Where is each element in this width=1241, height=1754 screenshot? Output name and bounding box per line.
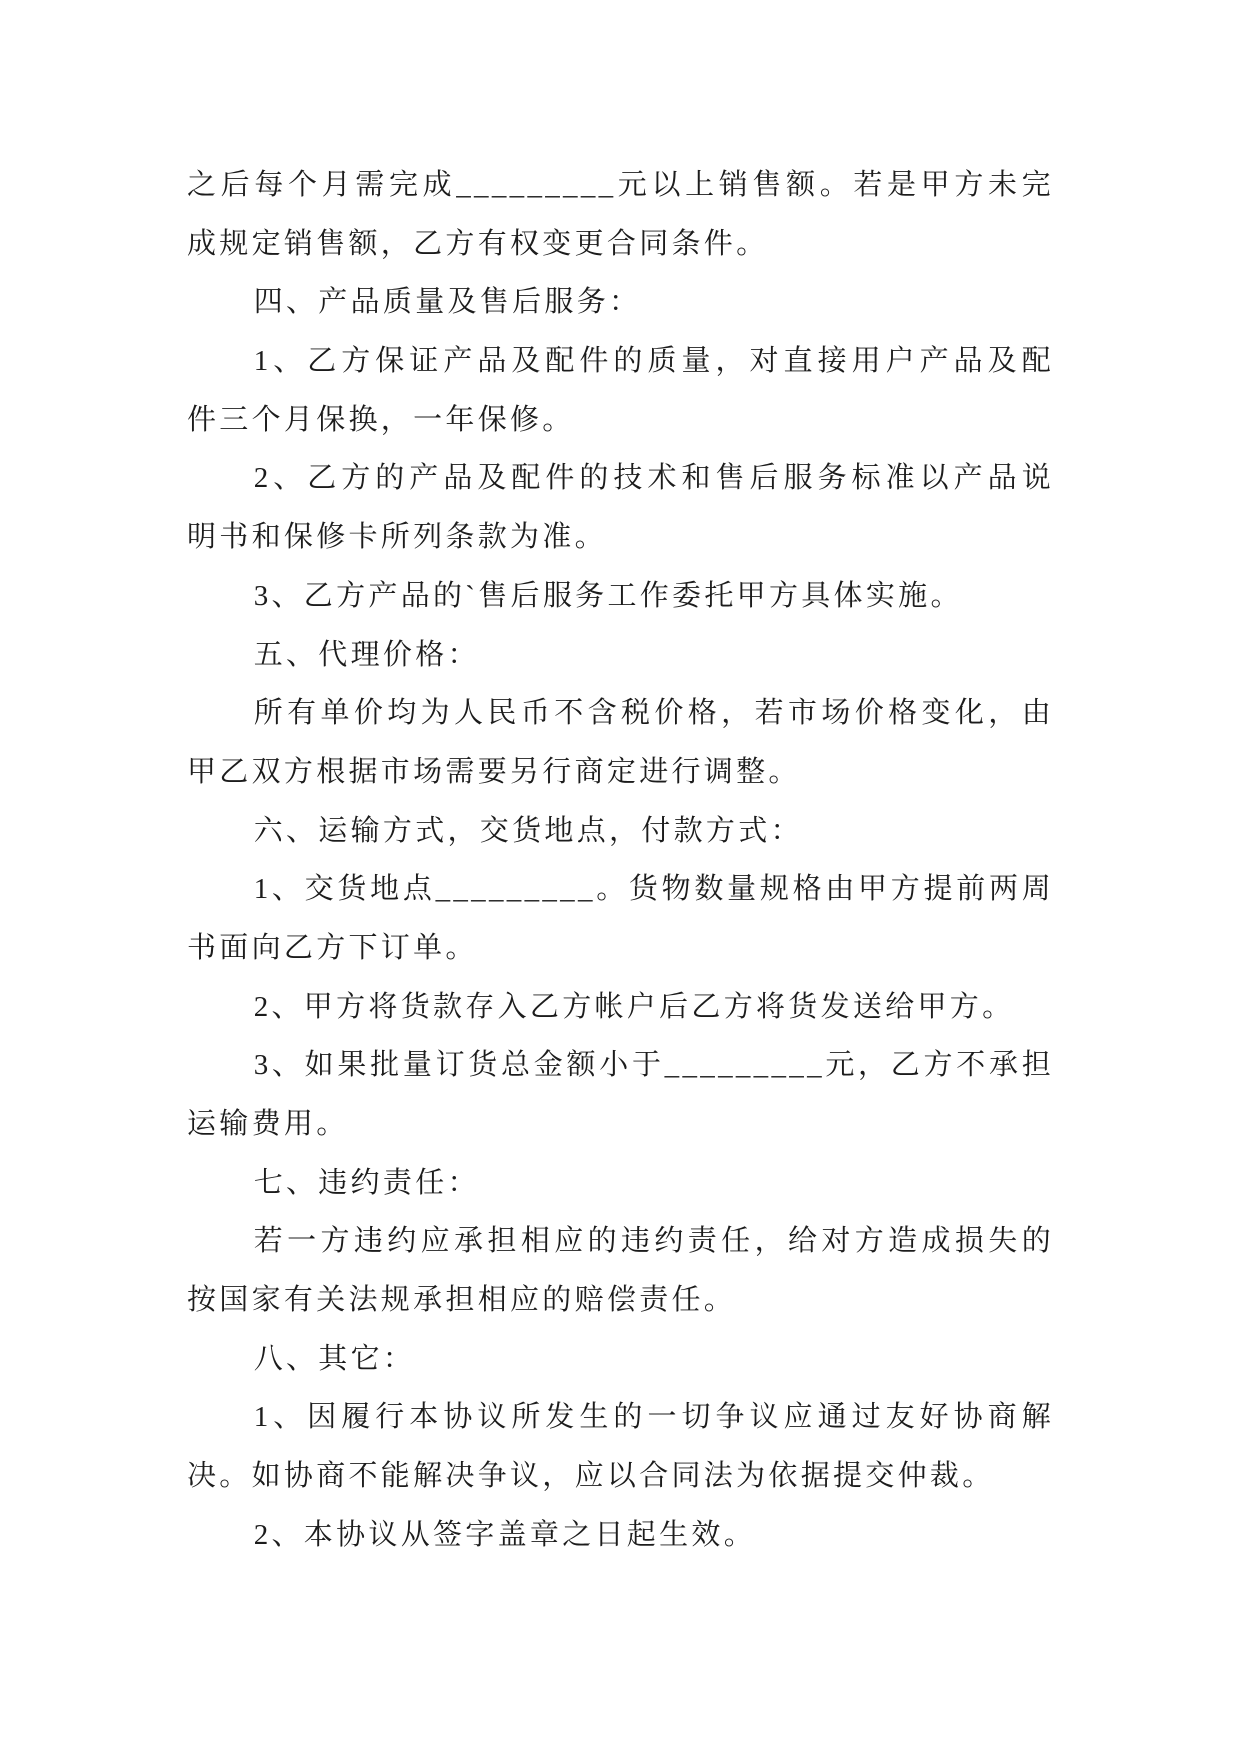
clause-paragraph [187, 332, 1054, 449]
text-line: 件三个月保换，一年保修。 [187, 403, 575, 436]
text-line: 明书和保修卡所列条款为准。 [187, 521, 607, 554]
clause-paragraph [187, 1212, 1054, 1329]
section-heading-text: 五、代理价格： [253, 638, 480, 671]
text-line: 2、乙方的产品及配件的技术和售后服务标准以产品说 [253, 462, 1054, 495]
document-page [187, 156, 1054, 1565]
text-line: 1、乙方保证产品及配件的质量，对直接用户产品及配 [253, 345, 1054, 378]
section-heading-text: 八、其它： [253, 1342, 416, 1375]
section-heading [187, 1154, 1054, 1213]
text-line: 1、交货地点_________。货物数量规格由甲方提前两周 [253, 873, 1054, 906]
text-line: 若一方违约应承担相应的违约责任，给对方造成损失的 [253, 1225, 1054, 1258]
text-line: 甲乙双方根据市场需要另行商定进行调整。 [187, 755, 801, 788]
text-line: 书面向乙方下订单。 [187, 931, 478, 964]
section-heading-text: 四、产品质量及售后服务： [253, 286, 642, 319]
section-heading [187, 273, 1054, 332]
text-line: 运输费用。 [187, 1108, 349, 1140]
section-heading-text: 六、运输方式，交货地点，付款方式： [253, 814, 803, 847]
text-line: 3、乙方产品的`售后服务工作委托甲方具体实施。 [253, 579, 963, 612]
clause-paragraph [187, 1036, 1054, 1153]
continued-paragraph [187, 156, 1054, 273]
clause-paragraph [187, 978, 1054, 1037]
clause-paragraph [187, 567, 1054, 626]
text-line: 所有单价均为人民币不含税价格，若市场价格变化，由 [253, 697, 1054, 730]
section-heading [187, 802, 1054, 861]
section-heading [187, 1330, 1054, 1389]
clause-paragraph [187, 860, 1054, 977]
text-line: 3、如果批量订货总金额小于_________元，乙方不承担 [253, 1049, 1054, 1082]
clause-paragraph [187, 684, 1054, 801]
text-line: 2、本协议从签字盖章之日起生效。 [253, 1518, 756, 1551]
text-line: 按国家有关法规承担相应的赔偿责任。 [187, 1284, 737, 1317]
section-heading [187, 626, 1054, 685]
text-line: 之后每个月需完成_________元以上销售额。若是甲方未完 [187, 169, 1054, 201]
text-line: 成规定销售额，乙方有权变更合同条件。 [187, 227, 769, 260]
section-heading-text: 七、违约责任： [253, 1166, 480, 1199]
text-line: 决。如协商不能解决争议，应以合同法为依据提交仲裁。 [187, 1460, 995, 1493]
clause-paragraph [187, 1388, 1054, 1505]
clause-paragraph [187, 449, 1054, 566]
clause-paragraph [187, 1506, 1054, 1565]
text-line: 2、甲方将货款存入乙方帐户后乙方将货发送给甲方。 [253, 990, 1015, 1023]
text-line: 1、因履行本协议所发生的一切争议应通过友好协商解 [253, 1401, 1054, 1434]
